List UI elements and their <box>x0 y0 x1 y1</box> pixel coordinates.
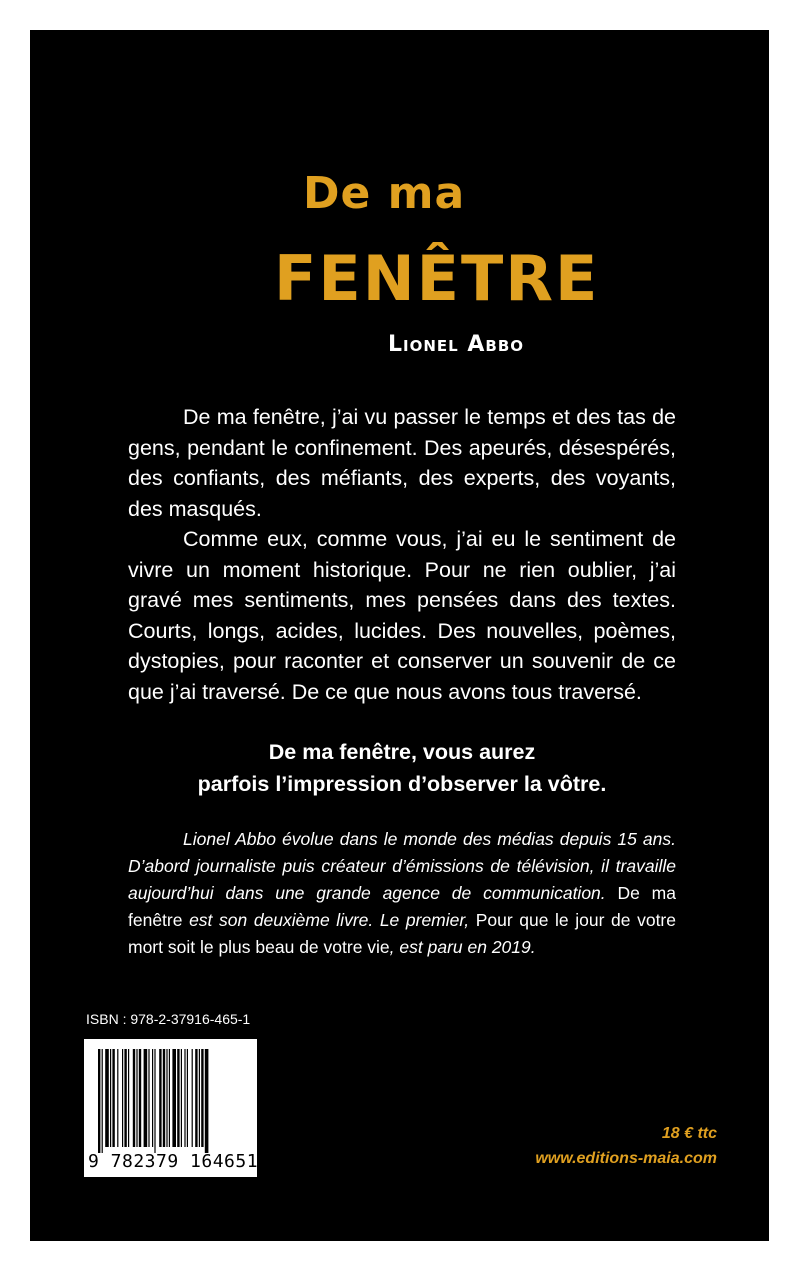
barcode-bar <box>154 1049 155 1153</box>
barcode-bar <box>139 1049 141 1147</box>
barcode-bar <box>152 1049 153 1147</box>
tagline-line-1: De ma fenêtre, vous aurez <box>268 740 536 764</box>
title-line-2: FENÊTRE <box>274 242 600 315</box>
bio-part-3: est son deuxième livre. Le premier, <box>182 910 476 930</box>
barcode-bar <box>128 1049 129 1147</box>
author-bio <box>128 826 676 961</box>
barcode-bar <box>112 1049 114 1147</box>
barcode-bar <box>187 1049 188 1147</box>
barcode-bar <box>144 1049 148 1147</box>
bio-part-5: , est paru en 2019. <box>389 937 536 957</box>
barcode-bar <box>172 1049 176 1147</box>
blurb-paragraph-1: De ma fenêtre, j’ai vu passer le temps et des tas de gens, pendant le confinement. Des apeurés, désespérés, des confiants, des méfiants, des experts, des voyants, des masqués. <box>128 405 676 521</box>
barcode-bar <box>148 1049 149 1147</box>
isbn-label: ISBN : 978-2-37916-465-1 <box>86 1011 251 1027</box>
publisher-website: www.editions-maia.com <box>535 1150 717 1167</box>
barcode-bar <box>192 1049 193 1147</box>
barcode-bar <box>110 1049 111 1147</box>
title-line-1: De ma <box>303 168 466 219</box>
tagline <box>128 736 676 800</box>
barcode-bar <box>98 1049 100 1153</box>
barcode-bar <box>159 1049 161 1147</box>
barcode-bar <box>163 1049 165 1147</box>
blurb <box>128 402 676 707</box>
bio-part-1: Lionel Abbo évolue dans le monde des médias depuis 15 ans. D’abord journaliste puis créateur d’émissions de télévision, il travaille aujourd’hui dans une grande agence de communication. <box>128 829 676 903</box>
barcode-bar <box>136 1049 137 1147</box>
price: 18 € ttc <box>661 1125 717 1142</box>
bio-book-title: De ma fenêtre <box>128 883 676 930</box>
tagline-line-2: parfois l’impression d’observer la vôtre. <box>197 772 607 796</box>
blurb-paragraph-2: Comme eux, comme vous, j’ai eu le sentiment de vivre un moment historique. Pour ne rien oublier, j’ai gravé mes sentiments, mes pensées dans des textes. Courts, longs, acides, lucides. Des nouvelles, poèmes, dystopies, pour raconter et conserver un souvenir de ce que j’ai traversé. De ce que nous avons tous traversé. <box>128 527 676 704</box>
barcode-bar <box>169 1049 170 1147</box>
barcode-bar <box>105 1049 109 1147</box>
barcode-bar <box>166 1049 167 1147</box>
barcode-bar <box>117 1049 118 1147</box>
barcode-bar <box>199 1049 200 1147</box>
barcode-bar <box>177 1049 179 1147</box>
barcode-bar <box>133 1049 135 1147</box>
barcode-bar <box>181 1049 182 1147</box>
barcode-bar <box>201 1049 203 1147</box>
barcode-bar <box>124 1049 126 1147</box>
barcode-bar <box>205 1049 209 1153</box>
barcode-bar <box>122 1049 123 1147</box>
back-cover <box>30 30 769 1241</box>
barcode-bar <box>102 1049 103 1153</box>
barcode <box>84 1039 257 1177</box>
author-name: Lionel Abbo <box>388 332 525 357</box>
barcode-digits: 9 782379 164651 <box>88 1151 259 1172</box>
barcode-bar <box>184 1049 185 1147</box>
barcode-bar <box>195 1049 197 1147</box>
bio-first-book-title: Pour que le jour de votre mort soit le plus beau de votre vie <box>128 910 676 957</box>
